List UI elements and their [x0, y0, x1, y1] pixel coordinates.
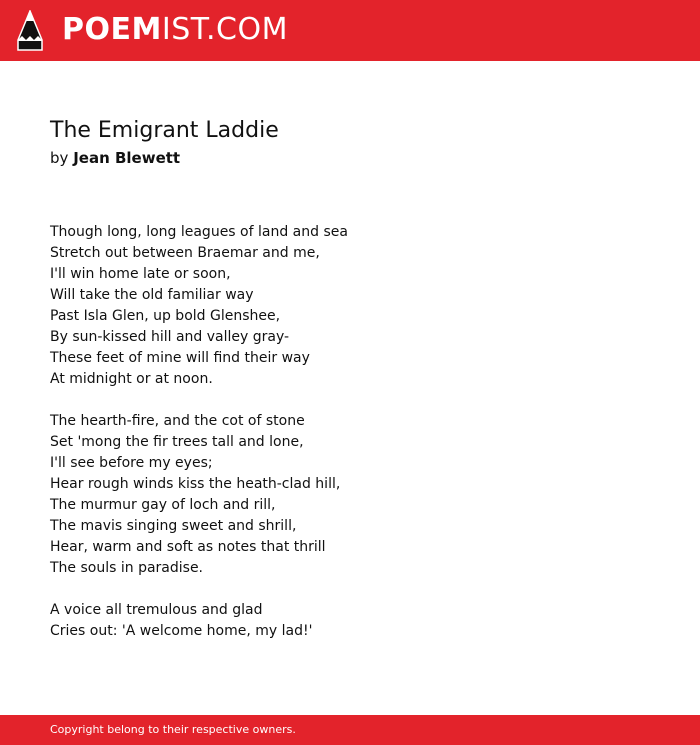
site-logo[interactable] [62, 11, 288, 49]
poem-line: At midnight or at noon. [50, 371, 213, 387]
poem-line: Though long, long leagues of land and sea [50, 224, 348, 240]
poem-body [50, 222, 650, 642]
poem-line: Will take the old familiar way [50, 287, 254, 303]
site-header [0, 0, 700, 61]
poem-content [50, 116, 650, 663]
pencil-tip-icon[interactable] [17, 10, 43, 51]
poem-title: The Emigrant Laddie [50, 118, 279, 143]
poem-line: The murmur gay of loch and rill, [50, 497, 276, 513]
poem-byline [50, 146, 650, 170]
poem-line: The mavis singing sweet and shrill, [50, 518, 297, 534]
poem-line: Hear, warm and soft as notes that thrill [50, 539, 326, 555]
stanza [50, 600, 650, 642]
poem-line: I'll see before my eyes; [50, 455, 213, 471]
stanza [50, 411, 650, 579]
poem-line: These feet of mine will find their way [50, 350, 310, 366]
logo-text-light: IST.COM [161, 12, 288, 47]
poem-line: I'll win home late or soon, [50, 266, 231, 282]
by-label: by [50, 149, 69, 167]
poem-line: Set 'mong the fir trees tall and lone, [50, 434, 304, 450]
poem-line: Stretch out between Braemar and me, [50, 245, 320, 261]
poem-line: A voice all tremulous and glad [50, 602, 263, 618]
poem-line: Cries out: 'A welcome home, my lad!' [50, 623, 313, 639]
poem-line: The hearth-fire, and the cot of stone [50, 413, 305, 429]
copyright-text: Copyright belong to their respective owners. [50, 723, 296, 736]
poem-line: By sun-kissed hill and valley gray- [50, 329, 290, 345]
site-footer [0, 715, 700, 745]
poem-line: Past Isla Glen, up bold Glenshee, [50, 308, 281, 324]
poem-line: Hear rough winds kiss the heath-clad hill, [50, 476, 341, 492]
stanza [50, 222, 650, 390]
poem-author: Jean Blewett [73, 149, 181, 167]
poem-line: The souls in paradise. [50, 560, 204, 576]
logo-text-bold: POEM [62, 12, 162, 47]
